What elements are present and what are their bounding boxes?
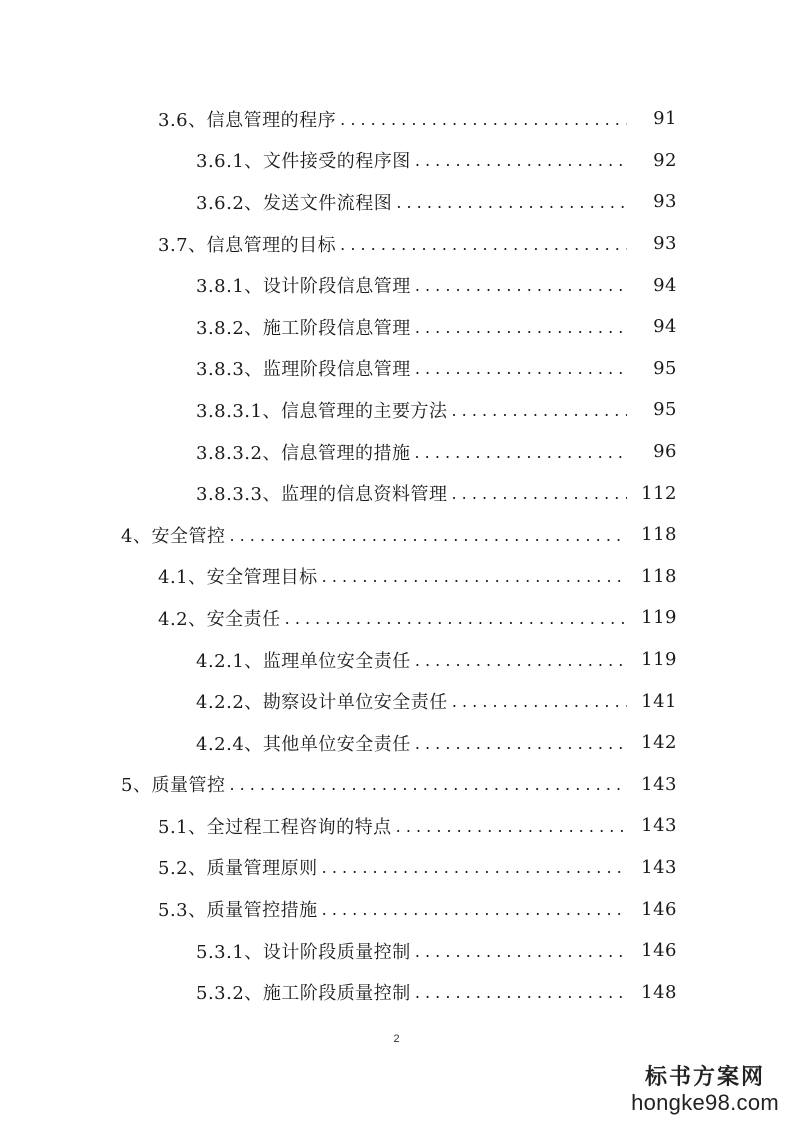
toc-entry[interactable] [0,264,793,306]
toc-entry[interactable] [0,431,793,473]
toc-entry-title: 施工阶段质量控制 [262,983,411,1005]
toc-entry-page: 95 [653,399,677,421]
dot-leader [415,985,627,1001]
toc-entry-number: 3.8.3、 [196,359,263,381]
dot-leader [415,278,627,294]
toc-entry[interactable] [0,389,793,431]
dot-leader [285,611,627,627]
toc-entry-number: 3.8.2、 [196,317,263,339]
toc-entry-title: 施工阶段信息管理 [262,317,411,339]
toc-entry-title: 质量管理原则 [206,858,318,880]
toc-entry-page: 146 [641,898,677,920]
dot-leader [451,403,627,419]
dot-leader [396,195,627,211]
toc-entry[interactable] [0,181,793,223]
toc-entry[interactable] [0,722,793,764]
toc-entry-page: 142 [641,732,677,754]
dot-leader [396,819,627,835]
toc-entry-page: 119 [641,649,677,671]
toc-entry-page: 91 [653,108,677,130]
toc-entry-number: 4.1、 [158,567,207,589]
toc-entry[interactable] [0,639,793,681]
toc-entry[interactable] [0,556,793,598]
toc-entry-number: 3.6.1、 [196,151,263,173]
dot-leader [451,486,627,502]
dot-leader [322,860,627,876]
toc-entry-page: 93 [653,191,677,213]
toc-entry-number: 3.8.1、 [196,276,263,298]
toc-entry-page: 94 [653,316,677,338]
toc-entry-number: 3.6、 [158,109,207,131]
watermark-logo [631,1064,779,1116]
toc-entry-page: 118 [641,565,677,587]
toc-entry[interactable] [0,971,793,1013]
toc-entry[interactable] [0,514,793,556]
toc-entry-title: 设计阶段质量控制 [262,941,411,963]
toc-entry[interactable] [0,680,793,722]
toc-entry-title: 监理的信息资料管理 [280,484,448,506]
toc-entry-title: 全过程工程咨询的特点 [206,816,392,838]
toc-entry-title: 质量管控措施 [206,900,318,922]
toc-entry[interactable] [0,764,793,806]
toc-entry-page: 94 [653,274,677,296]
toc-entry-number: 5.2、 [158,858,207,880]
dot-leader [229,777,627,793]
toc-entry-title: 文件接受的程序图 [262,151,411,173]
toc-entry-title: 安全管控 [151,525,226,547]
toc-entry[interactable] [0,930,793,972]
toc-entry-number: 5.3、 [158,900,207,922]
toc-entry-number: 3.8.3.3、 [196,484,281,506]
toc-entry-page: 146 [641,940,677,962]
dot-leader [415,361,627,377]
toc-entry-number: 5、 [121,775,152,797]
toc-entry-number: 4.2、 [158,608,207,630]
table-of-contents [0,98,793,1013]
dot-leader [415,944,627,960]
watermark-url: hongke98.com [631,1090,779,1115]
dot-leader [415,320,627,336]
toc-entry-title: 信息管理的主要方法 [280,400,448,422]
dot-leader [414,445,627,461]
toc-entry-number: 4.2.4、 [196,733,263,755]
toc-entry-page: 141 [641,690,677,712]
toc-entry-title: 监理单位安全责任 [262,650,411,672]
toc-entry[interactable] [0,472,793,514]
toc-entry-number: 4、 [121,525,152,547]
toc-entry-page: 93 [653,233,677,255]
toc-entry-page: 118 [641,524,677,546]
toc-entry-page: 112 [641,482,677,504]
toc-entry[interactable] [0,98,793,140]
toc-entry-number: 3.8.3.1、 [196,400,281,422]
toc-entry-number: 3.8.3.2、 [196,442,281,464]
toc-entry[interactable] [0,306,793,348]
toc-entry-page: 143 [641,856,677,878]
toc-entry[interactable] [0,888,793,930]
dot-leader [229,528,627,544]
toc-entry[interactable] [0,223,793,265]
toc-entry-title: 信息管理的程序 [206,109,337,131]
toc-entry-title: 安全责任 [206,608,281,630]
toc-entry-title: 安全管理目标 [206,567,318,589]
toc-entry[interactable] [0,140,793,182]
dot-leader [322,902,627,918]
dot-leader [415,653,627,669]
toc-entry-number: 3.6.2、 [196,192,263,214]
toc-entry-number: 5.3.2、 [196,983,263,1005]
toc-entry-page: 143 [641,815,677,837]
toc-entry-page: 95 [653,357,677,379]
toc-entry-page: 92 [653,149,677,171]
toc-entry-page: 96 [653,441,677,463]
dot-leader [415,153,627,169]
toc-entry-number: 5.1、 [158,816,207,838]
toc-entry-page: 148 [641,981,677,1003]
dot-leader [415,736,627,752]
dot-leader [322,569,627,585]
watermark-name: 标书方案网 [645,1064,766,1090]
toc-entry[interactable] [0,805,793,847]
toc-entry-title: 勘察设计单位安全责任 [262,692,448,714]
toc-entry-title: 质量管控 [151,775,226,797]
toc-entry[interactable] [0,597,793,639]
toc-entry-title: 设计阶段信息管理 [262,276,411,298]
toc-entry-number: 4.2.2、 [196,692,263,714]
toc-entry-number: 4.2.1、 [196,650,263,672]
toc-entry[interactable] [0,847,793,889]
toc-entry-title: 信息管理的目标 [206,234,337,256]
toc-entry-title: 信息管理的措施 [280,442,411,464]
toc-entry-page: 143 [641,773,677,795]
dot-leader [340,237,627,253]
toc-entry-page: 119 [641,607,677,629]
toc-entry-title: 发送文件流程图 [262,192,393,214]
toc-entry[interactable] [0,348,793,390]
toc-entry-title: 监理阶段信息管理 [262,359,411,381]
toc-entry-number: 3.7、 [158,234,207,256]
toc-entry-number: 5.3.1、 [196,941,263,963]
toc-entry-title: 其他单位安全责任 [262,733,411,755]
dot-leader [340,112,627,128]
dot-leader [452,694,627,710]
page-number: 2 [393,1033,400,1045]
